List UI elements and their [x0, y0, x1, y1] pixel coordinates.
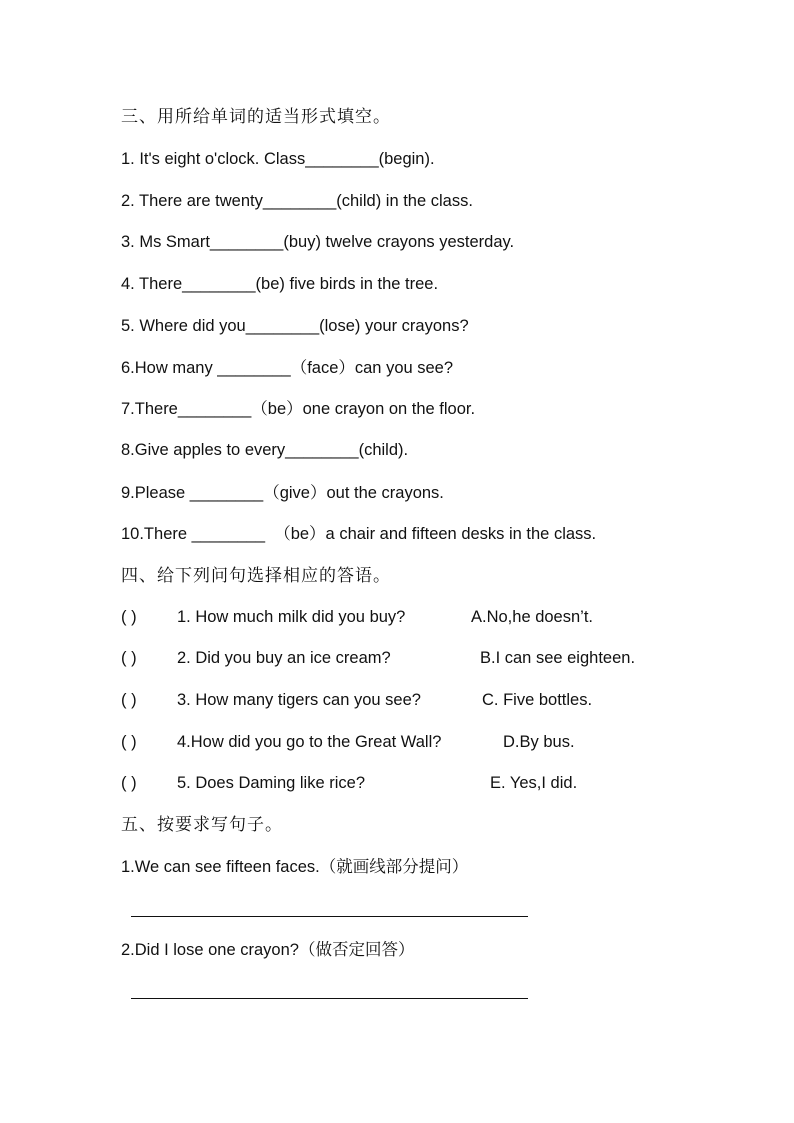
section3-item-4: 4. There________(be) five birds in the tree. [121, 275, 439, 293]
question-2: 2. Did you buy an ice cream? [177, 649, 391, 667]
section3-item-6: 6.How many ________（face）can you see? [121, 359, 454, 377]
answer-option-b: B.I can see eighteen. [480, 649, 636, 667]
section4-heading: 四、给下列问句选择相应的答语。 [121, 566, 391, 586]
section3-item-7: 7.There________（be）one crayon on the floor. [121, 400, 476, 418]
answer-option-c: C. Five bottles. [482, 691, 593, 709]
answer-blank-2[interactable] [131, 998, 528, 999]
question-1: 1. How much milk did you buy? [177, 608, 406, 626]
section3-item-1: 1. It's eight o'clock. Class________(begin). [121, 150, 435, 168]
answer-paren-4: ( ) [121, 733, 137, 751]
section3-heading: 三、用所给单词的适当形式填空。 [121, 107, 391, 127]
answer-paren-5: ( ) [121, 774, 137, 792]
question-3: 3. How many tigers can you see? [177, 691, 421, 709]
section3-item-2: 2. There are twenty________(child) in the class. [121, 192, 473, 210]
section5-heading: 五、按要求写句子。 [121, 815, 283, 835]
answer-paren-1: ( ) [121, 608, 137, 626]
section3-item-10: 10.There ________ （be）a chair and fifteen desks in the class. [121, 525, 597, 543]
answer-option-e: E. Yes,I did. [490, 774, 578, 792]
section3-item-8: 8.Give apples to every________(child). [121, 441, 409, 459]
section3-item-3: 3. Ms Smart________(buy) twelve crayons yesterday. [121, 233, 515, 251]
section3-item-9: 9.Please ________（give）out the crayons. [121, 484, 444, 502]
question-5: 5. Does Daming like rice? [177, 774, 365, 792]
answer-paren-2: ( ) [121, 649, 137, 667]
answer-option-d: D.By bus. [503, 733, 575, 751]
section5-item-2: 2.Did I lose one crayon?（做否定回答） [121, 941, 415, 959]
answer-blank-1[interactable] [131, 916, 528, 917]
answer-option-a: A.No,he doesn’t. [471, 608, 593, 626]
section3-item-5: 5. Where did you________(lose) your crayons? [121, 317, 469, 335]
question-4: 4.How did you go to the Great Wall? [177, 733, 442, 751]
answer-paren-3: ( ) [121, 691, 137, 709]
section5-item-1: 1.We can see fifteen faces.（就画线部分提问） [121, 858, 469, 876]
